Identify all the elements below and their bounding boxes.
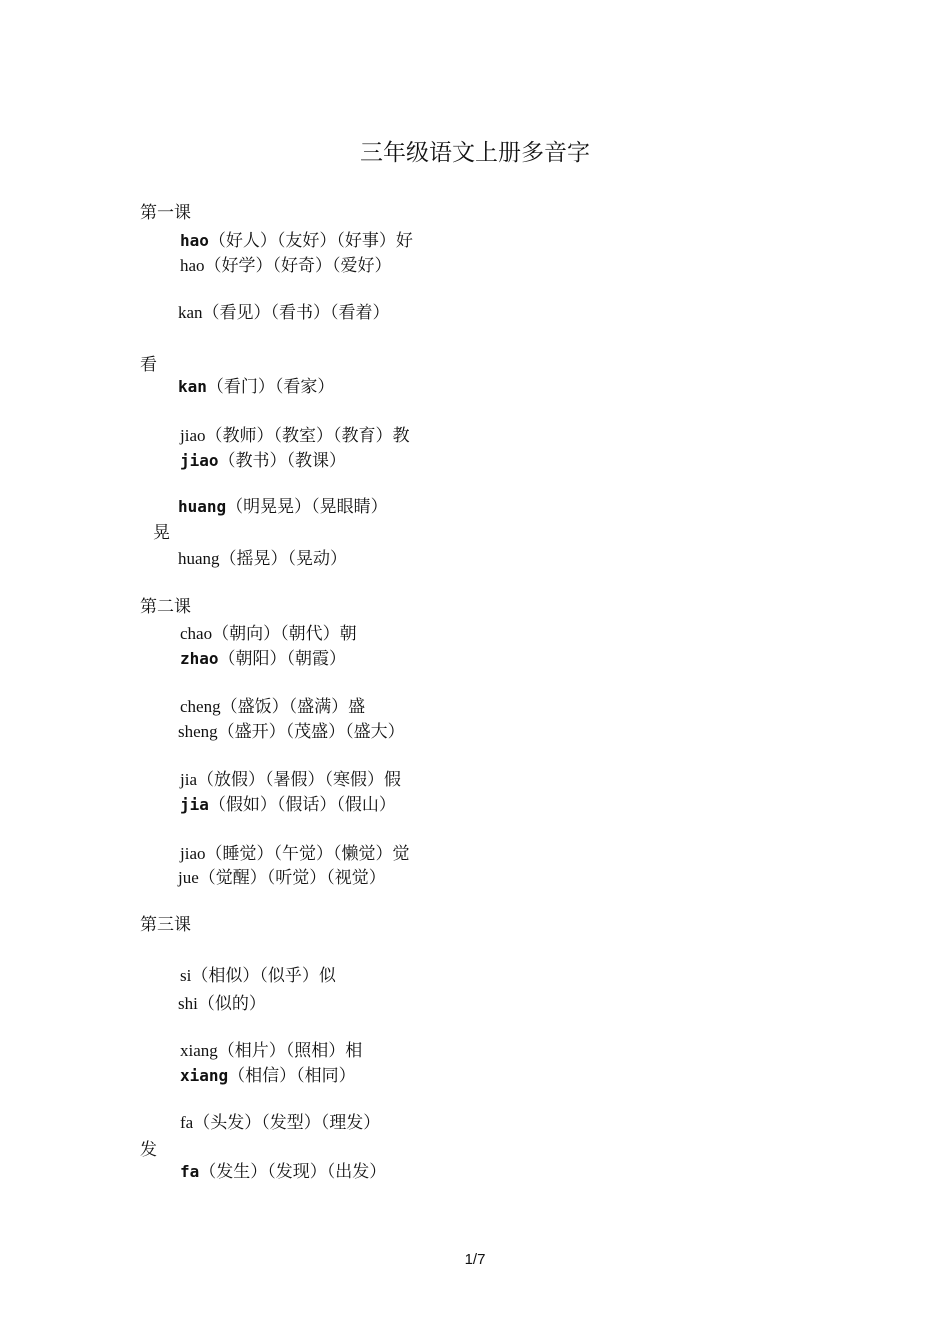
pinyin: kan [178,303,203,322]
character-label: 晃 [153,523,170,543]
polyphone-line [180,1065,356,1087]
example-words: （教师）（教室）（教育）教 [205,426,410,446]
polyphone-line [180,696,365,718]
example-words: （看门）（看家） [206,377,335,397]
lesson-heading: 第三课 [140,915,191,935]
document-title: 三年级语文上册多音字 [360,140,590,166]
example-words: （朝阳）（朝霞） [218,649,347,669]
pinyin: fa [180,1113,194,1132]
polyphone-line [178,867,386,889]
pinyin: fa [180,1162,200,1181]
example-words: （相片）（照相）相 [217,1041,363,1061]
pinyin: jia [180,795,209,814]
polyphone-line [180,769,401,791]
polyphone-line [180,1040,362,1062]
page-number: 1/7 [464,1251,486,1268]
polyphone-line [178,548,347,570]
polyphone-line [180,1112,380,1134]
example-words: （好人）（友好）（好事）好 [208,231,413,251]
polyphone-line [180,1161,386,1183]
polyphone-line [180,843,410,865]
example-words: （朝向）（朝代）朝 [212,624,357,644]
example-words: （教书）（教课） [218,451,347,471]
pinyin: jia [180,770,197,789]
polyphone-line [180,425,410,447]
polyphone-line [178,721,405,743]
polyphone-line [178,302,390,324]
example-words: （好学）（好奇）（爱好） [204,256,392,276]
pinyin: jiao [180,426,206,445]
example-words: （觉醒）（听觉）（视觉） [198,868,386,888]
pinyin: jiao [180,451,219,470]
example-words: （明晃晃）（晃眼睛） [226,497,388,517]
character-label: 发 [140,1140,157,1160]
pinyin: xiang [180,1066,229,1085]
pinyin: xiang [180,1041,218,1060]
example-words: （似的） [197,994,266,1014]
example-words: （发生）（发现）（出发） [199,1162,387,1182]
polyphone-line [178,496,388,518]
pinyin: jue [178,868,199,887]
example-words: （睡觉）（午觉）（懒觉）觉 [205,844,410,864]
polyphone-line [180,965,336,987]
pinyin: hao [180,256,205,275]
polyphone-line [180,255,392,277]
example-words: （假如）（假话）（假山） [208,795,396,815]
example-words: （盛饭）（盛满）盛 [220,697,366,717]
polyphone-line [180,794,396,816]
polyphone-line [180,623,357,645]
lesson-heading: 第二课 [140,597,191,617]
pinyin: huang [178,549,220,568]
pinyin: si [180,966,192,985]
pinyin: shi [178,994,198,1013]
pinyin: hao [180,231,209,250]
example-words: （摇晃）（晃动） [219,549,348,569]
polyphone-line [180,230,413,252]
polyphone-line [178,993,266,1015]
pinyin: chao [180,624,213,643]
pinyin: huang [178,497,227,516]
polyphone-line [180,450,346,472]
character-label: 看 [140,355,157,375]
example-words: （相似）（似乎）似 [191,966,336,986]
pinyin: sheng [178,722,218,741]
example-words: （看见）（看书）（看着） [202,303,390,323]
pinyin: zhao [180,649,219,668]
example-words: （头发）（发型）（理发） [193,1113,381,1133]
polyphone-line [178,376,334,398]
example-words: （盛开）（茂盛）（盛大） [217,722,405,742]
example-words: （相信）（相同） [228,1066,356,1086]
pinyin: jiao [180,844,206,863]
polyphone-line [180,648,346,670]
pinyin: kan [178,377,207,396]
lesson-heading: 第一课 [140,203,191,223]
pinyin: cheng [180,697,221,716]
example-words: （放假）（暑假）（寒假）假 [197,770,401,790]
